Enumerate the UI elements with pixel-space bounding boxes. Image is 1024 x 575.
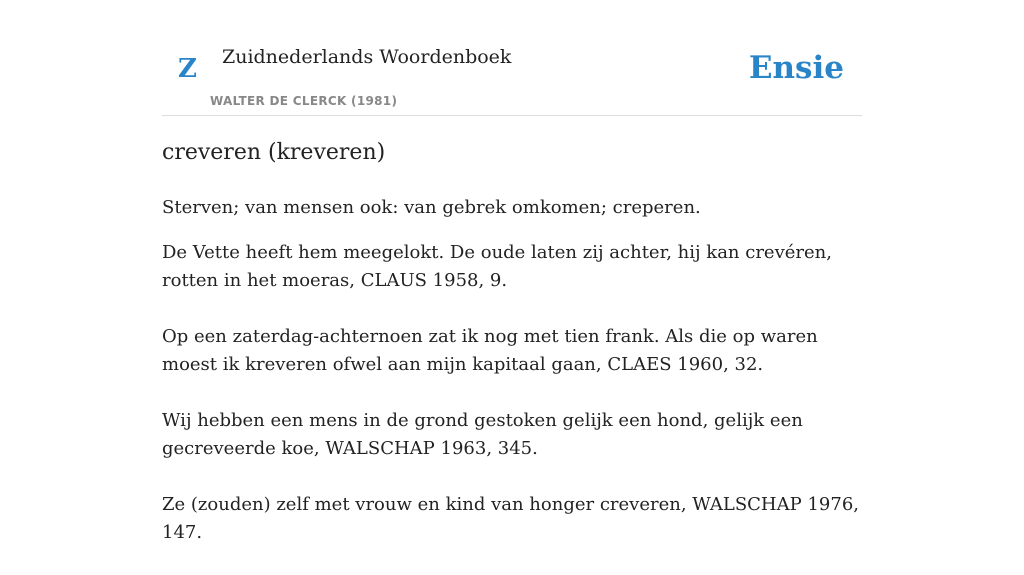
dictionary-title[interactable]: Zuidnederlands Woordenboek [222, 46, 512, 68]
entry-definition: Sterven; van mensen ook: van gebrek omkomen; creperen. [162, 197, 701, 218]
ensie-logo[interactable]: Ensie [748, 50, 844, 86]
dictionary-logo[interactable]: Z [178, 54, 197, 84]
quote-item: De Vette heeft hem meegelokt. De oude laten zij achter, hij kan crevéren, rotten in het moeras, CLAUS 1958, 9. [162, 242, 832, 291]
dictionary-header [162, 0, 862, 116]
quote-list [162, 239, 862, 575]
dictionary-author: WALTER DE CLERCK (1981) [210, 94, 398, 108]
entry-card [162, 0, 862, 543]
quote-item: Ze (zouden) zelf met vrouw en kind van honger creveren, WALSCHAP 1976, 147. [162, 494, 859, 543]
quote-item: Wij hebben een mens in de grond gestoken gelijk een hond, gelijk een gecreveerde koe, WALSCHAP 1963, 345. [162, 410, 803, 459]
entry-title: creveren (kreveren) [162, 140, 386, 165]
quote-item: Op een zaterdag-achternoen zat ik nog met tien frank. Als die op waren moest ik kreveren ofwel aan mijn kapitaal gaan, CLAES 1960, 32. [162, 326, 818, 375]
